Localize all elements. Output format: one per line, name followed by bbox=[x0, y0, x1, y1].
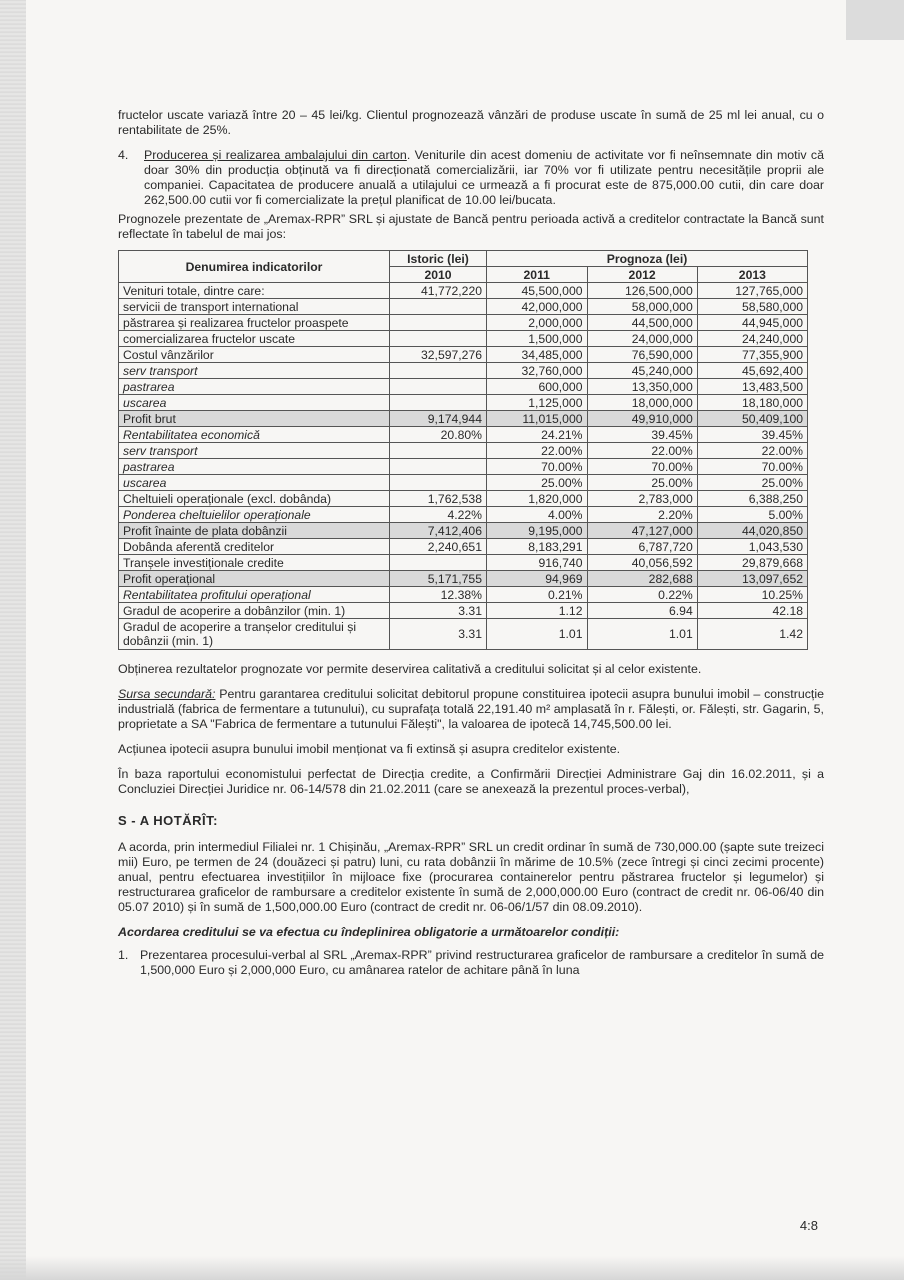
basis-paragraph: În baza raportului economistului perfectat de Direcția credite, a Confirmării Direcției Administrare Gaj din 16.02.2011, și a Concluziei Direcției Juridice nr. 06-14/578 din 21.02.2011 (care se anexează la prezentul proces-verbal), bbox=[118, 767, 824, 796]
table-row bbox=[119, 315, 808, 331]
row-value: 22.00% bbox=[587, 443, 697, 459]
row-value: 41,772,220 bbox=[390, 283, 487, 299]
row-value: 126,500,000 bbox=[587, 283, 697, 299]
row-value: 0.21% bbox=[487, 587, 588, 603]
row-value: 50,409,100 bbox=[697, 411, 807, 427]
row-label: servicii de transport international bbox=[119, 299, 390, 315]
row-value: 282,688 bbox=[587, 571, 697, 587]
row-value: 94,969 bbox=[487, 571, 588, 587]
row-value: 18,180,000 bbox=[697, 395, 807, 411]
document-body bbox=[118, 108, 824, 978]
scan-corner-mark bbox=[846, 0, 904, 40]
row-value: 22.00% bbox=[697, 443, 807, 459]
row-value: 1.01 bbox=[487, 619, 588, 650]
decision-paragraph: A acorda, prin intermediul Filialei nr. 1 Chișinău, „Aremax-RPR” SRL un credit ordinar în sumă de 730,000.00 (șapte sute treizeci mii) Euro, pe termen de 24 (douăzeci și patru) luni, cu rata dobânzii în mărime de 10.5% (zece întregi și cinci zecimi procente) anual, pentru efectuarea investițiilor în mijloace fixe (procurarea containerelor pentru păstrarea fructelor și legumelor) și restructurarea graficelor de rambursare a creditelor existente în sumă de 2,000,000.00 Euro (contract de credit nr. 06-06/40 din 05.07 2010) și în sumă de 1,500,000.00 Euro (contract de credit nr. 06-06/1/57 din 08.09.2010). bbox=[118, 840, 824, 914]
list-item-text bbox=[144, 148, 824, 208]
row-label: Dobânda aferentă creditelor bbox=[119, 539, 390, 555]
table-row bbox=[119, 299, 808, 315]
condition-number: 1. bbox=[118, 948, 129, 962]
condition-text: Prezentarea procesului-verbal al SRL „Aremax-RPR” privind restructurarea graficelor de rambursare a creditelor în sumă de 1,500,000 Euro și 2,000,000 Euro, cu amânarea ratelor de achitare până în luna bbox=[140, 948, 824, 977]
header-year: 2012 bbox=[587, 267, 697, 283]
intro-paragraph: fructelor uscate variază între 20 – 45 lei/kg. Clientul prognozează vânzări de produse uscate în sumă de 25 ml lei anual, cu o rentabilitate de 25%. bbox=[118, 108, 824, 137]
row-value: 58,580,000 bbox=[697, 299, 807, 315]
list-item-title: Producerea și realizarea ambalajului din carton bbox=[144, 148, 407, 162]
row-value: 49,910,000 bbox=[587, 411, 697, 427]
row-label: Tranșele investiționale credite bbox=[119, 555, 390, 571]
row-value: 1,125,000 bbox=[487, 395, 588, 411]
table-row bbox=[119, 475, 808, 491]
row-label: Gradul de acoperire a tranșelor creditului și dobânzii (min. 1) bbox=[119, 619, 390, 650]
table-row bbox=[119, 539, 808, 555]
row-value: 70.00% bbox=[587, 459, 697, 475]
table-row bbox=[119, 331, 808, 347]
row-value: 44,500,000 bbox=[587, 315, 697, 331]
condition-item-1 bbox=[118, 948, 824, 978]
row-value bbox=[390, 395, 487, 411]
row-value: 9,174,944 bbox=[390, 411, 487, 427]
header-year: 2010 bbox=[390, 267, 487, 283]
row-value: 9,195,000 bbox=[487, 523, 588, 539]
table-row bbox=[119, 283, 808, 299]
row-label: serv transport bbox=[119, 443, 390, 459]
row-value: 1,500,000 bbox=[487, 331, 588, 347]
header-forecast: Prognoza (lei) bbox=[487, 251, 808, 267]
row-value: 45,500,000 bbox=[487, 283, 588, 299]
table-intro: Prognozele prezentate de „Aremax-RPR” SRL și ajustate de Bancă pentru perioada activă a creditelor contractate la Bancă sunt reflectate în tabelul de mai jos: bbox=[118, 212, 824, 241]
row-value: 47,127,000 bbox=[587, 523, 697, 539]
row-value: 8,183,291 bbox=[487, 539, 588, 555]
table-row bbox=[119, 507, 808, 523]
table-body bbox=[119, 283, 808, 650]
table-row bbox=[119, 427, 808, 443]
list-item-number: 4. bbox=[118, 148, 129, 162]
row-value: 6.94 bbox=[587, 603, 697, 619]
row-label: Costul vânzărilor bbox=[119, 347, 390, 363]
after-table-paragraph: Obținerea rezultatelor prognozate vor permite deservirea calitativă a creditului solicitat și al celor existente. bbox=[118, 662, 702, 676]
row-value: 6,787,720 bbox=[587, 539, 697, 555]
row-value: 45,240,000 bbox=[587, 363, 697, 379]
row-value: 1.42 bbox=[697, 619, 807, 650]
table-row bbox=[119, 587, 808, 603]
financial-table bbox=[118, 250, 808, 650]
row-value: 42.18 bbox=[697, 603, 807, 619]
row-label: Profit brut bbox=[119, 411, 390, 427]
row-value: 7,412,406 bbox=[390, 523, 487, 539]
row-value: 12.38% bbox=[390, 587, 487, 603]
row-value: 13,097,652 bbox=[697, 571, 807, 587]
row-value: 600,000 bbox=[487, 379, 588, 395]
row-value: 2,240,651 bbox=[390, 539, 487, 555]
header-year: 2011 bbox=[487, 267, 588, 283]
row-label: păstrarea și realizarea fructelor proaspete bbox=[119, 315, 390, 331]
row-value: 1,762,538 bbox=[390, 491, 487, 507]
row-value bbox=[390, 315, 487, 331]
row-value: 77,355,900 bbox=[697, 347, 807, 363]
row-value: 1.12 bbox=[487, 603, 588, 619]
row-value: 916,740 bbox=[487, 555, 588, 571]
table-row bbox=[119, 523, 808, 539]
row-value: 4.22% bbox=[390, 507, 487, 523]
row-value: 70.00% bbox=[487, 459, 588, 475]
row-value: 70.00% bbox=[697, 459, 807, 475]
row-value: 24.21% bbox=[487, 427, 588, 443]
row-value bbox=[390, 459, 487, 475]
mortgage-paragraph: Acțiunea ipotecii asupra bunului imobil menționat va fi extinsă și asupra creditelor existente. bbox=[118, 742, 621, 756]
row-value: 5,171,755 bbox=[390, 571, 487, 587]
header-indicator: Denumirea indicatorilor bbox=[119, 251, 390, 283]
row-value: 29,879,668 bbox=[697, 555, 807, 571]
page-number: 4:8 bbox=[799, 1218, 818, 1233]
header-history: Istoric (lei) bbox=[390, 251, 487, 267]
row-value: 0.22% bbox=[587, 587, 697, 603]
row-value: 45,692,400 bbox=[697, 363, 807, 379]
row-value: 13,350,000 bbox=[587, 379, 697, 395]
row-label: Profit operațional bbox=[119, 571, 390, 587]
row-value: 22.00% bbox=[487, 443, 588, 459]
row-value: 34,485,000 bbox=[487, 347, 588, 363]
row-label: uscarea bbox=[119, 395, 390, 411]
secondary-source-paragraph bbox=[118, 687, 824, 732]
row-value: 20.80% bbox=[390, 427, 487, 443]
scan-bottom-edge bbox=[0, 1256, 904, 1280]
row-value: 32,760,000 bbox=[487, 363, 588, 379]
row-label: uscarea bbox=[119, 475, 390, 491]
row-value: 2,783,000 bbox=[587, 491, 697, 507]
row-value bbox=[390, 475, 487, 491]
table-row bbox=[119, 555, 808, 571]
row-label: pastrarea bbox=[119, 379, 390, 395]
row-value bbox=[390, 331, 487, 347]
row-label: Venituri totale, dintre care: bbox=[119, 283, 390, 299]
row-value: 25.00% bbox=[697, 475, 807, 491]
row-value: 44,945,000 bbox=[697, 315, 807, 331]
list-item-body: . Veniturile din acest domeniu de activitate vor fi neînsemnate din motiv că doar 30% din producția obținută va fi direcționată comercializării, iar 70% vor fi utilizate pentru necesitățile proprii ale companiei. Capacitatea de producere anuală a utilajului ce urmează a fi procurat este de 875,000.00 cutii, din care doar 262,500.00 cutii vor fi comercializate la prețul planificat de 10.00 lei/bucata. bbox=[144, 148, 825, 207]
row-value: 42,000,000 bbox=[487, 299, 588, 315]
row-label: Rentabilitatea economică bbox=[119, 427, 390, 443]
table-row bbox=[119, 395, 808, 411]
row-value: 4.00% bbox=[487, 507, 588, 523]
conditions-title: Acordarea creditului se va efectua cu îndeplinirea obligatorie a următoarelor condiții: bbox=[118, 925, 620, 939]
row-value: 3.31 bbox=[390, 603, 487, 619]
table-row bbox=[119, 411, 808, 427]
row-label: Gradul de acoperire a dobânzilor (min. 1) bbox=[119, 603, 390, 619]
row-label: Ponderea cheltuielilor operaționale bbox=[119, 507, 390, 523]
table-row bbox=[119, 571, 808, 587]
row-value bbox=[390, 555, 487, 571]
row-value: 32,597,276 bbox=[390, 347, 487, 363]
secondary-source-text: Pentru garantarea creditului solicitat debitorul propune constituirea ipotecii asupra bunului imobil – construcție industrială (fabrica de fermentare a tutunului), cu suprafața totală 22,191.40 m² amplasată în r. Fălești, or. Fălești, str. Gagarin, 5, proprietate a SA "Fabrica de fermentare a tutunului Fălești", la valoarea de ipotecă 14,745,500.00 lei. bbox=[118, 687, 824, 731]
row-value: 11,015,000 bbox=[487, 411, 588, 427]
table-row bbox=[119, 363, 808, 379]
row-label: comercializarea fructelor uscate bbox=[119, 331, 390, 347]
table-row bbox=[119, 379, 808, 395]
row-value: 1,043,530 bbox=[697, 539, 807, 555]
row-value: 76,590,000 bbox=[587, 347, 697, 363]
table-row bbox=[119, 459, 808, 475]
row-value bbox=[390, 363, 487, 379]
row-value: 2.20% bbox=[587, 507, 697, 523]
row-value: 13,483,500 bbox=[697, 379, 807, 395]
row-value: 25.00% bbox=[587, 475, 697, 491]
row-value: 1,820,000 bbox=[487, 491, 588, 507]
row-value: 10.25% bbox=[697, 587, 807, 603]
row-value: 24,240,000 bbox=[697, 331, 807, 347]
row-value: 39.45% bbox=[587, 427, 697, 443]
table-row bbox=[119, 443, 808, 459]
table-row bbox=[119, 603, 808, 619]
row-value: 44,020,850 bbox=[697, 523, 807, 539]
row-value bbox=[390, 379, 487, 395]
row-value: 25.00% bbox=[487, 475, 588, 491]
row-label: serv transport bbox=[119, 363, 390, 379]
scan-edge bbox=[0, 0, 26, 1280]
list-item-4 bbox=[118, 148, 824, 208]
row-value: 24,000,000 bbox=[587, 331, 697, 347]
row-value: 6,388,250 bbox=[697, 491, 807, 507]
table-row bbox=[119, 491, 808, 507]
row-value bbox=[390, 299, 487, 315]
row-value: 58,000,000 bbox=[587, 299, 697, 315]
table-row bbox=[119, 347, 808, 363]
row-value: 18,000,000 bbox=[587, 395, 697, 411]
header-year: 2013 bbox=[697, 267, 807, 283]
row-value: 3.31 bbox=[390, 619, 487, 650]
row-label: Cheltuieli operaționale (excl. dobânda) bbox=[119, 491, 390, 507]
row-label: Rentabilitatea profitului operațional bbox=[119, 587, 390, 603]
secondary-source-label: Sursa secundară: bbox=[118, 687, 216, 701]
row-value: 1.01 bbox=[587, 619, 697, 650]
row-value: 40,056,592 bbox=[587, 555, 697, 571]
row-label: Profit înainte de plata dobânzii bbox=[119, 523, 390, 539]
row-label: pastrarea bbox=[119, 459, 390, 475]
table-row bbox=[119, 619, 808, 650]
row-value: 2,000,000 bbox=[487, 315, 588, 331]
decision-title: S - A HOTĂRÎT: bbox=[118, 813, 218, 828]
row-value: 127,765,000 bbox=[697, 283, 807, 299]
row-value: 5.00% bbox=[697, 507, 807, 523]
row-value bbox=[390, 443, 487, 459]
row-value: 39.45% bbox=[697, 427, 807, 443]
